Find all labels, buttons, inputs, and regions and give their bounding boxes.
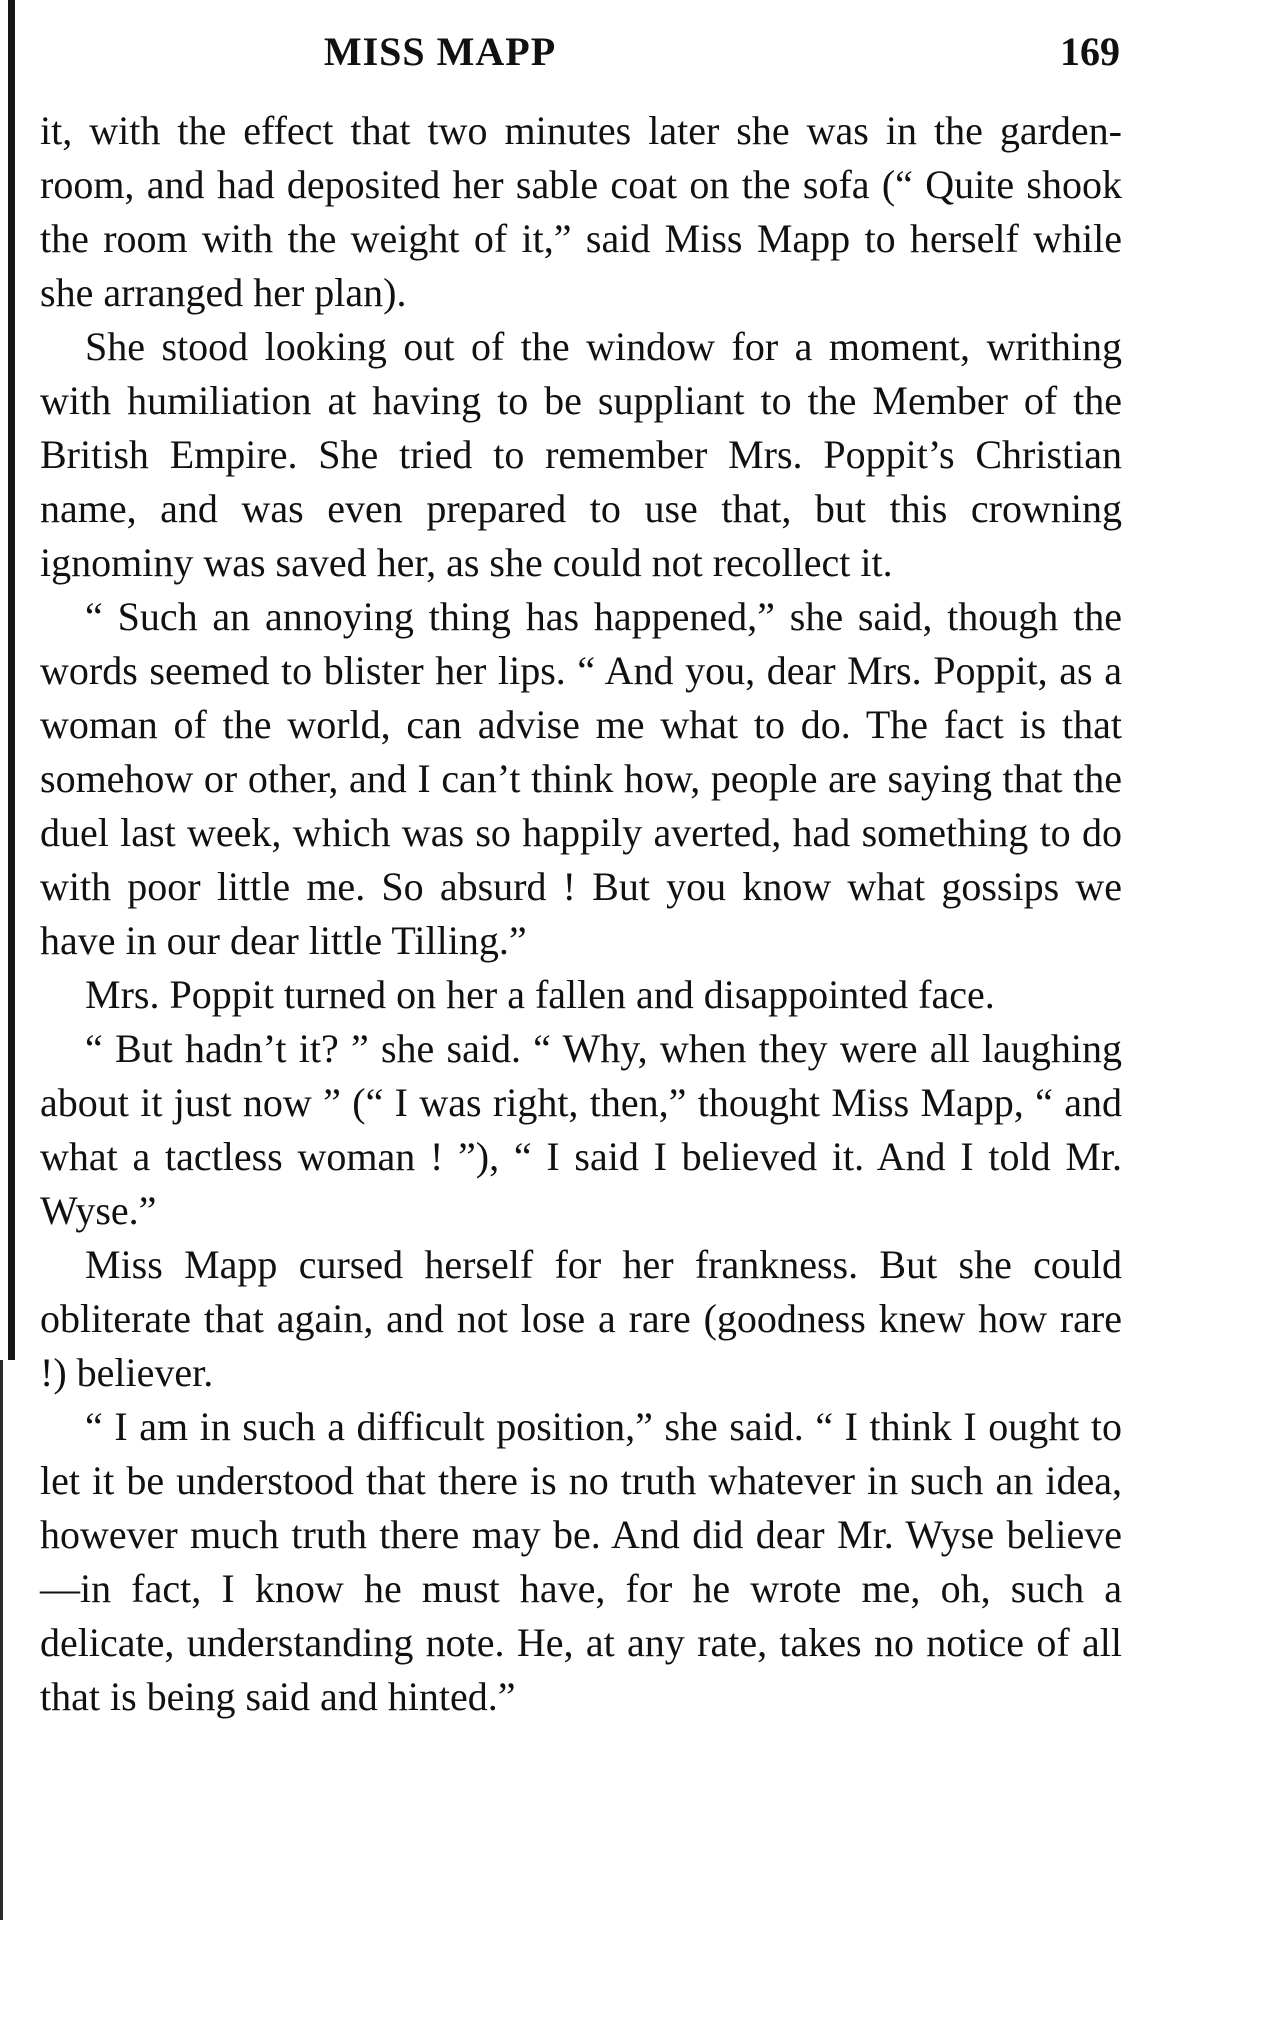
paragraph: “ Such an annoying thing has happened,” she said, though the words seemed to blister her lips. “ And you, dear Mrs. Poppit, as a woman of the world, can advise me what to do. The fact is that somehow or other, and I can’t think how, people are saying that the duel last week, which was so happily averted, had something to do with poor little me. So absurd ! But you know what gossips we have in our dear little Tilling.” — [40, 594, 1122, 963]
paragraph: Miss Mapp cursed herself for her frankness. But she could obliterate that again, and not lose a rare (goodness knew how rare !) believer. — [40, 1242, 1122, 1395]
page-number: 169 — [1060, 29, 1120, 74]
page-header — [40, 28, 1120, 88]
paragraph: She stood looking out of the window for a moment, writhing with humiliation at having to be suppliant to the Member of the British Empire. She tried to remember Mrs. Poppit’s Christian name, and was even prepared to use that, but this crowning ignominy was saved her, as she could not recollect it. — [40, 324, 1122, 585]
binding-edge-shadow — [0, 1360, 3, 1920]
paragraph: “ But hadn’t it? ” she said. “ Why, when they were all laughing about it just now ” (“ I was right, then,” thought Miss Mapp, “ and what a tactless woman ! ”), “ I said I believed it. And I told Mr. Wyse.” — [40, 1026, 1122, 1233]
paragraph: Mrs. Poppit turned on her a fallen and disappointed face. — [85, 972, 995, 1017]
binding-edge — [8, 0, 15, 1360]
body-text — [40, 104, 1122, 1724]
paragraph: “ I am in such a difficult position,” she said. “ I think I ought to let it be understood that there is no truth whatever in such an idea, however much truth there may be. And did dear Mr. Wyse believe—in fact, I know he must have, for he wrote me, oh, such a delicate, understanding note. He, at any rate, takes no notice of all that is being said and hinted.” — [40, 1404, 1122, 1719]
running-head: MISS MAPP — [323, 29, 557, 74]
paragraph-continued: it, with the effect that two minutes later she was in the garden-room, and had deposited her sable coat on the sofa (“ Quite shook the room with the weight of it,” said Miss Mapp to herself while she arranged her plan). — [40, 108, 1122, 315]
